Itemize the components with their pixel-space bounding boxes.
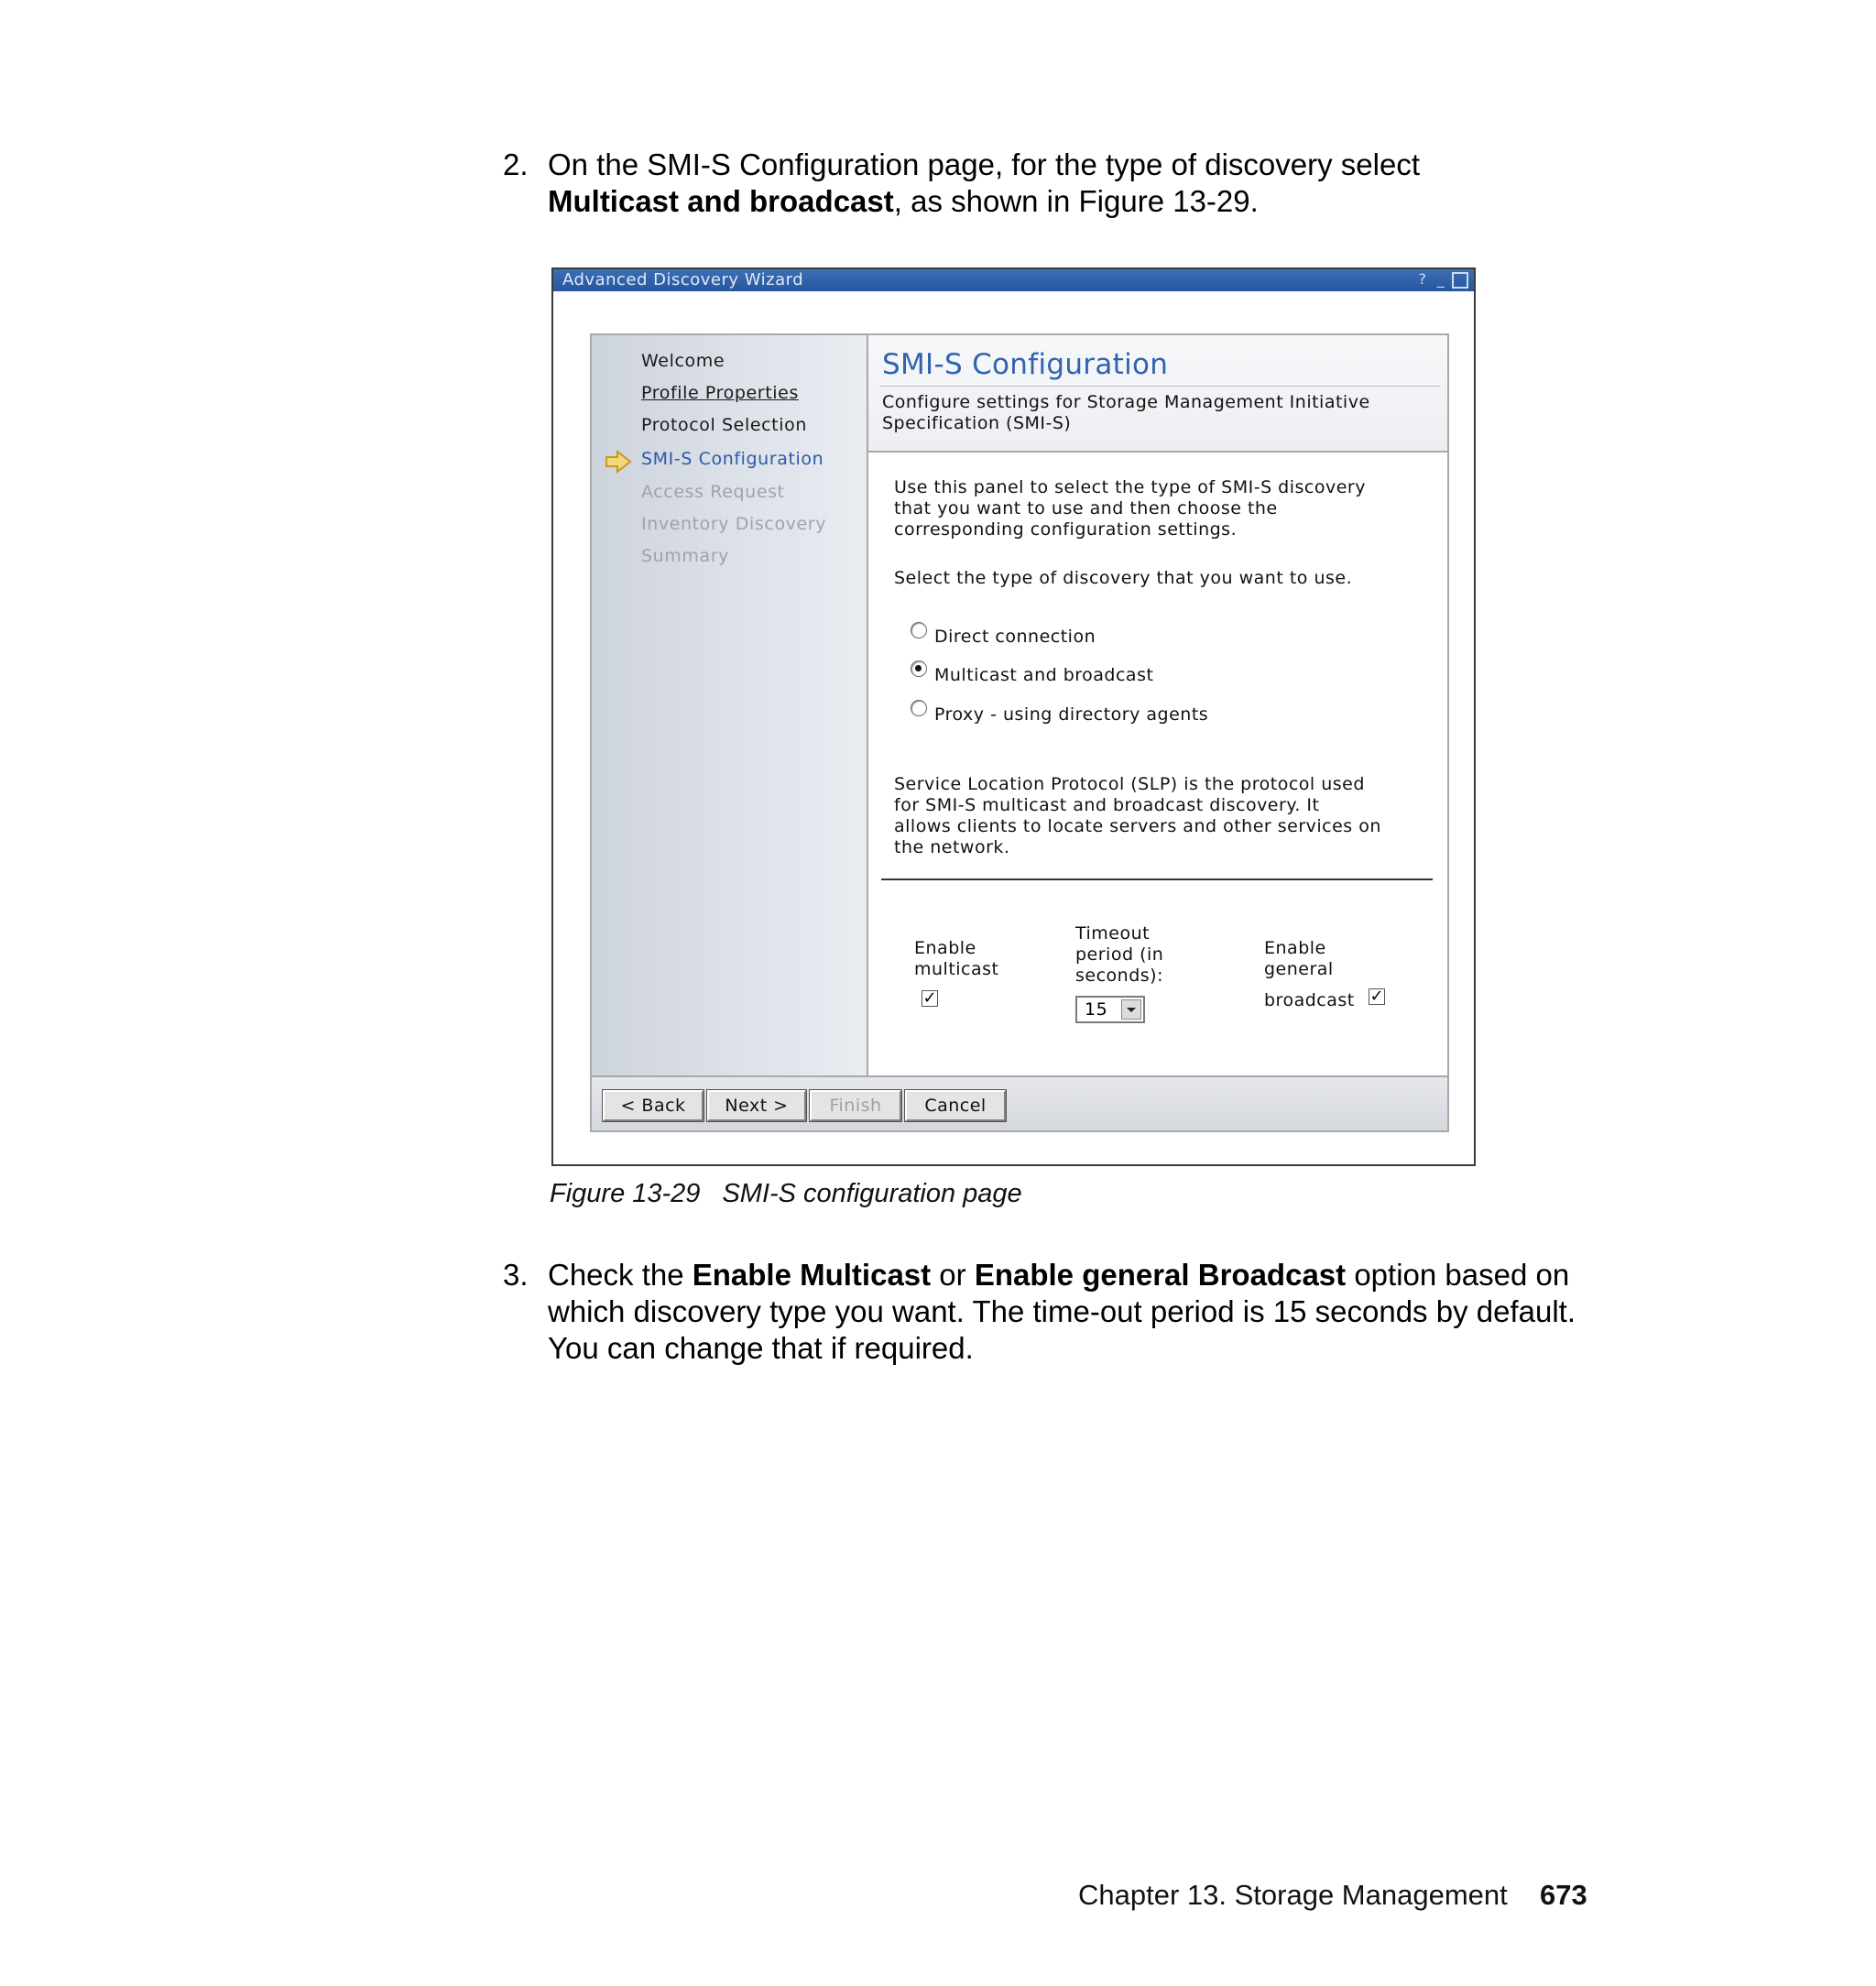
wizard-panel [590, 333, 1449, 1132]
wizard-window [551, 267, 1476, 1166]
wizard-nav [592, 335, 868, 1075]
enable-multicast-label: Enable multicast [914, 938, 999, 979]
radio-button[interactable] [911, 622, 927, 638]
step-number: 2. [503, 147, 529, 181]
step-text: Check the Enable Multicast or Enable general Broadcast option based on which discovery type you want. The time-out period is 15 seconds by default. You can change that if required. [548, 1258, 1576, 1365]
figure-title: SMI-S configuration page [722, 1179, 1022, 1208]
page-description: Configure settings for Storage Management Initiative Specification (SMI-S) [882, 392, 1370, 433]
select-prompt: Select the type of discovery that you want to use. [894, 568, 1353, 588]
next-button[interactable]: Next > [707, 1090, 806, 1121]
chapter-title: Chapter 13. Storage Management [1078, 1879, 1508, 1911]
window-titlebar [553, 269, 1474, 291]
page-number: 673 [1540, 1879, 1587, 1911]
timeout-value: 15 [1085, 999, 1108, 1020]
wizard-content [868, 335, 1447, 1075]
nav-item-inventory-discovery: Inventory Discovery [641, 514, 827, 534]
header-divider [879, 386, 1440, 387]
step-number: 3. [503, 1258, 529, 1292]
step-2 [503, 147, 1602, 220]
nav-item-welcome: Welcome [641, 351, 725, 371]
help-icon[interactable]: ? [1418, 270, 1427, 288]
finish-button: Finish [810, 1090, 901, 1121]
nav-item-profile-properties[interactable]: Profile Properties [641, 383, 799, 403]
enable-broadcast-label: Enable general broadcast [1264, 938, 1355, 1010]
current-step-arrow-icon [605, 450, 632, 474]
radio-button[interactable] [911, 700, 927, 716]
maximize-icon[interactable] [1452, 272, 1468, 289]
section-divider [881, 878, 1433, 880]
figure-label: Figure 13-29 [550, 1179, 701, 1208]
enable-broadcast-checkbox[interactable]: ✓ [1369, 987, 1384, 1006]
cancel-button[interactable]: Cancel [905, 1090, 1006, 1121]
back-button[interactable]: < Back [603, 1090, 704, 1121]
bold-option-name: Multicast and broadcast [548, 184, 894, 218]
enable-multicast-checkbox[interactable]: ✓ [922, 988, 937, 1008]
minimize-icon[interactable]: _ [1436, 270, 1445, 288]
page-title: SMI-S Configuration [882, 348, 1169, 381]
radio-proxy[interactable]: Proxy - using directory agents [911, 702, 1208, 727]
figure-caption [550, 1179, 1022, 1209]
window-controls [1415, 271, 1468, 289]
content-header [868, 335, 1447, 453]
intro-text: Use this panel to select the type of SMI-S discovery that you want to use and then choose the corresponding configuration settings. [894, 477, 1366, 540]
timeout-select[interactable] [1075, 996, 1145, 1023]
timeout-label: Timeout period (in seconds): [1075, 923, 1164, 986]
step-3 [503, 1257, 1620, 1367]
radio-button-selected[interactable] [911, 660, 927, 677]
step-text: On the SMI-S Configuration page, for the type of discovery select Multicast and broadcast, as shown in Figure 13-29. [548, 147, 1420, 218]
chevron-down-icon[interactable] [1121, 999, 1141, 1020]
nav-item-access-request: Access Request [641, 482, 785, 502]
radio-multicast-broadcast[interactable]: Multicast and broadcast [911, 662, 1153, 688]
nav-item-protocol-selection: Protocol Selection [641, 415, 807, 435]
radio-direct-connection[interactable]: Direct connection [911, 624, 1096, 649]
slp-description: Service Location Protocol (SLP) is the protocol used for SMI-S multicast and broadcast discovery. It allows clients to locate servers and other services on the network. [894, 774, 1381, 857]
window-title: Advanced Discovery Wizard [562, 270, 804, 289]
nav-item-summary: Summary [641, 546, 730, 566]
wizard-button-bar [592, 1075, 1447, 1130]
nav-item-smi-s-configuration: SMI-S Configuration [641, 449, 824, 469]
